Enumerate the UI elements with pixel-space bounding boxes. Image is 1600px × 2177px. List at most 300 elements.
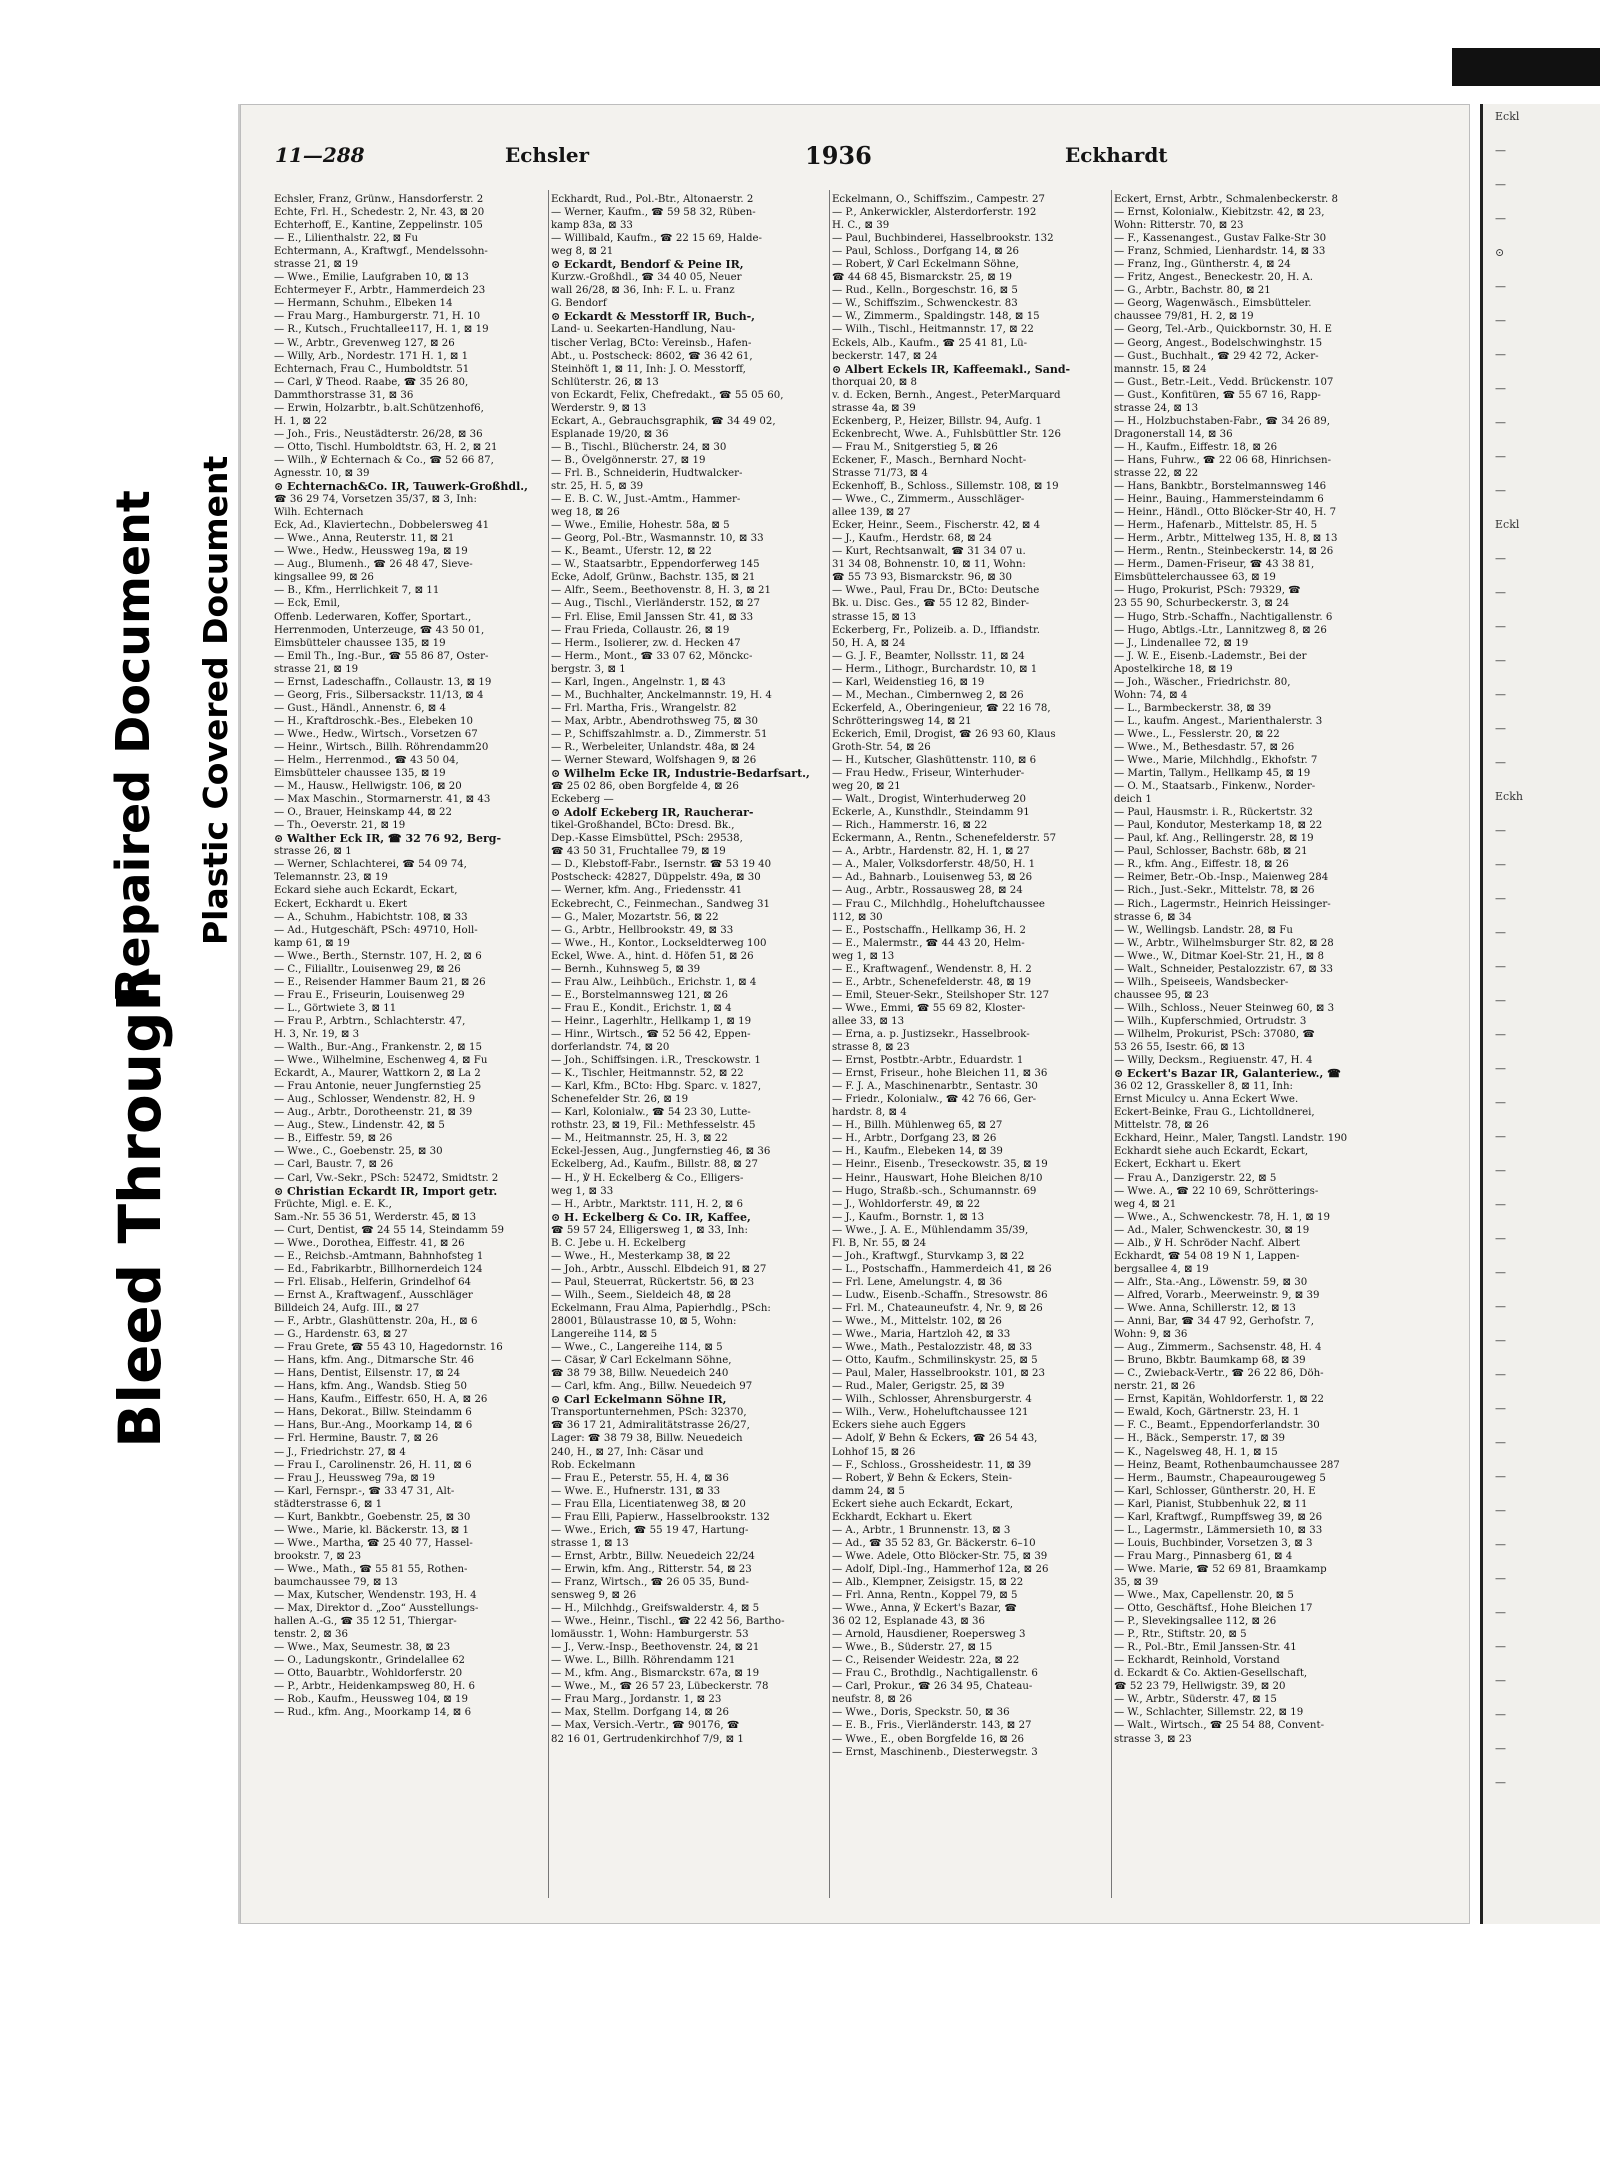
directory-entry-line: — Wwe., Anna, ℣ Eckert's Bazar, ☎	[832, 1603, 1018, 1615]
label-bleed-through: Bleed Through	[106, 970, 174, 1448]
directory-entry-line: — Wilh., Seem., Sieldeich 48, ⊠ 28	[551, 1289, 731, 1301]
directory-entry-line: — Karl, Kolonialw., ☎ 54 23 30, Lutte-	[551, 1107, 751, 1119]
directory-entry-line: — Max, Kutscher, Wendenstr. 193, H. 4	[274, 1590, 477, 1602]
directory-entry-line: tikel-Großhandel, BCto: Dresd. Bk.,	[551, 820, 735, 832]
directory-entry-line: — J., Verw.-Insp., Beethovenstr. 24, ⊠ 21	[551, 1642, 760, 1654]
directory-entry-line: — K., Beamt., Uferstr. 12, ⊠ 22	[551, 546, 712, 558]
directory-entry-line: — Herm., Damen-Friseur, ☎ 43 38 81,	[1114, 559, 1315, 571]
directory-entry-line: Mittelstr. 78, ⊠ 26	[1114, 1120, 1209, 1132]
directory-entry-line: — Karl, Fernspr.-, ☎ 33 47 31, Alt-	[274, 1485, 455, 1497]
directory-entry-line: — F. C., Beamt., Eppendorferlandstr. 30	[1114, 1420, 1320, 1432]
directory-entry-line: — Carl, ℣ Theod. Raabe, ☎ 35 26 80,	[274, 376, 469, 388]
directory-entry-line: — Willibald, Kaufm., ☎ 22 15 69, Halde-	[551, 233, 762, 245]
directory-entry-line: Eckhardt siehe auch Eckardt, Eckart,	[1114, 1146, 1309, 1158]
directory-entry-line: Eckard siehe auch Eckardt, Eckart,	[274, 885, 458, 897]
directory-entry-line: — Alfred, Vorarb., Meerweinstr. 9, ⊠ 39	[1114, 1289, 1320, 1301]
directory-entry-line: ⊙ Wilhelm Ecke IR, Industrie-Bedarfsart.,	[551, 767, 810, 781]
directory-entry-line: allee 139, ⊠ 27	[832, 507, 911, 519]
directory-entry-line: — Wwe., C., Zimmerm., Ausschläger-	[832, 494, 1025, 506]
directory-entry-line: — Werner, kfm. Ang., Friedensstr. 41	[551, 885, 743, 897]
directory-entry-line: — C., Filialltr., Louisenweg 29, ⊠ 26	[274, 963, 461, 975]
directory-entry-line: — Ludw., Eisenb.-Schaffn., Stresowstr. 86	[832, 1289, 1048, 1301]
directory-entry-line: — Frau Ella, Licentiatenweg 38, ⊠ 20	[551, 1498, 746, 1510]
directory-entry-line: ☎ 36 17 21, Admiralitätstrasse 26/27,	[551, 1420, 750, 1432]
directory-entry-line: — B., Eiffestr. 59, ⊠ 26	[274, 1133, 393, 1145]
directory-entry-line: — Frau E., Peterstr. 55, H. 4, ⊠ 36	[551, 1472, 729, 1484]
directory-entry-line: — J., Wohldorferstr. 49, ⊠ 22	[832, 1198, 981, 1210]
column-rule	[548, 190, 549, 1898]
directory-entry-line: — E., Malermstr., ☎ 44 43 20, Helm-	[832, 937, 1025, 949]
directory-entry-line: Früchte, Migl. e. E. K.,	[274, 1198, 392, 1210]
directory-entry-line: kamp 83a, ⊠ 33	[551, 220, 633, 232]
directory-entry-line: Eckert-Beinke, Frau G., Lichtolldnerei,	[1114, 1107, 1315, 1119]
directory-entry-line: — Rich., Hammerstr. 16, ⊠ 22	[832, 820, 988, 832]
directory-entry-line: Kurzw.-Großhdl., ☎ 34 40 05, Neuer	[551, 272, 742, 284]
directory-entry-line: — Ewald, Koch, Gärtnerstr. 23, H. 1	[1114, 1407, 1300, 1419]
directory-entry-line: — Anni, Bar, ☎ 34 47 92, Gerhofstr. 7,	[1114, 1316, 1314, 1328]
directory-entry-line: — H., Milchhdg., Greifswalderstr. 4, ⊠ 5	[551, 1603, 760, 1615]
directory-entry-line: Echternach, Frau C., Humboldtstr. 51	[274, 363, 470, 375]
directory-entry-line: str. 25, H. 5, ⊠ 39	[551, 481, 644, 493]
directory-entry-line: 31 34 08, Bohnenstr. 10, ⊠ 11, Wohn:	[832, 559, 1026, 571]
scan-frame-top	[0, 0, 1600, 48]
directory-entry-line: — Ad., Maler, Schwenckestr. 30, ⊠ 19	[1114, 1224, 1310, 1236]
directory-entry-line: — Heinz, Beamt, Rothenbaumchaussee 287	[1114, 1459, 1340, 1471]
directory-entry-line: — Wwe., W., Ditmar Koel-Str. 21, H., ⊠ 8	[1114, 950, 1324, 962]
directory-entry-line: — Gust., Konfitüren, ☎ 55 67 16, Rapp-	[1114, 389, 1321, 401]
directory-entry-line: ☎ 59 57 24, Elligersweg 1, ⊠ 33, Inh:	[551, 1224, 748, 1236]
directory-entry-line: — J., Friedrichstr. 27, ⊠ 4	[274, 1446, 406, 1458]
adjacent-page-fragment: —	[1495, 1096, 1506, 1109]
directory-entry-line: — Max Maschin., Stormarnerstr. 41, ⊠ 43	[274, 794, 491, 806]
directory-entry-line: — Hans, Fuhrw., ☎ 22 06 68, Hinrichsen-	[1114, 454, 1332, 466]
directory-entry-line: Eckhard, Heinr., Maler, Tangstl. Landstr. 190	[1114, 1133, 1348, 1145]
directory-entry-line: Eckels, Alb., Kaufm., ☎ 25 41 81, Lü-	[832, 337, 1028, 349]
directory-entry-line: — Erwin, kfm. Ang., Ritterstr. 54, ⊠ 23	[551, 1563, 752, 1575]
directory-entry-line: 35, ⊠ 39	[1114, 1576, 1159, 1588]
adjacent-page-fragment: Eckh	[1495, 790, 1523, 803]
adjacent-page-fragment: —	[1495, 1572, 1506, 1585]
directory-entry-line: strasse 1, ⊠ 13	[551, 1537, 629, 1549]
adjacent-page-fragment: Eckl	[1495, 518, 1520, 531]
directory-entry-line: — Eck, Emil,	[274, 598, 341, 610]
page-number: 11—288	[275, 143, 365, 167]
directory-entry-line: Ecke, Adolf, Grünw., Bachstr. 135, ⊠ 21	[551, 572, 756, 584]
directory-entry-line: — Erna, a. p. Justizsekr., Hasselbrook-	[832, 1029, 1030, 1040]
directory-year: 1936	[805, 141, 872, 170]
directory-entry-line: ⊙ Carl Eckelmann Söhne IR,	[551, 1393, 727, 1407]
directory-entry-line: Eckardt, A., Maurer, Wattkorn 2, ⊠ La 2	[274, 1068, 481, 1080]
directory-entry-line: ⊙ Echternach&Co. IR, Tauwerk-Großhdl.,	[274, 480, 528, 494]
directory-entry-line: — Frau P., Arbtrn., Schlachterstr. 47,	[274, 1015, 466, 1027]
directory-entry-line: dorferlandstr. 74, ⊠ 20	[551, 1042, 670, 1054]
directory-entry-line: — R., Kutsch., Fruchtallee117, H. 1, ⊠ 19	[274, 324, 489, 336]
directory-entry-line: — A., Maler, Volksdorferstr. 48/50, H. 1	[832, 859, 1036, 871]
directory-entry-line: — Joh., Wäscher., Friedrichstr. 80,	[1114, 676, 1291, 688]
adjacent-page-fragment: —	[1495, 552, 1506, 565]
directory-entry-line: tischer Verlag, BCto: Vereinsb., Hafen-	[551, 337, 752, 349]
directory-entry-line: — Herm., Baumstr., Chapeaurougeweg 5	[1114, 1472, 1326, 1484]
directory-entry-line: — Wwe., C., Goebenstr. 25, ⊠ 30	[274, 1146, 443, 1158]
directory-entry-line: — Gust., Betr.-Leit., Vedd. Brückenstr. 107	[1114, 376, 1334, 388]
directory-entry-line: — M., kfm. Ang., Bismarckstr. 67a, ⊠ 19	[551, 1668, 760, 1680]
directory-entry-line: — O., Brauer, Heinskamp 44, ⊠ 22	[274, 807, 452, 819]
directory-entry-line: weg 8, ⊠ 21	[551, 246, 614, 258]
adjacent-page-fragment: —	[1495, 1504, 1506, 1517]
directory-entry-line: — Heinr., Wirtsch., Billh. Röhrendamm20	[274, 741, 489, 753]
directory-entry-line: 53 26 55, Isestr. 66, ⊠ 13	[1114, 1042, 1245, 1054]
adjacent-page-fragment: —	[1495, 620, 1506, 633]
directory-entry-line: Transportunternehmen, PSch: 32370,	[551, 1407, 747, 1419]
directory-entry-line: baumchaussee 79, ⊠ 13	[274, 1576, 398, 1588]
directory-entry-line: v. d. Ecken, Bernh., Angest., PeterMarquard	[832, 389, 1061, 401]
directory-entry-line: — H., Bäck., Semperstr. 17, ⊠ 39	[1114, 1433, 1285, 1445]
directory-entry-line: — Wilh., Kupferschmied, Ortrudstr. 3	[1114, 1015, 1307, 1027]
directory-entry-line: G. Bendorf	[551, 298, 607, 310]
directory-entry-line: — Frau Marg., Hamburgerstr. 71, H. 10	[274, 311, 481, 323]
directory-entry-line: bergstr. 3, ⊠ 1	[551, 663, 626, 675]
directory-entry-line: — Aug., Zimmerm., Sachsenstr. 48, H. 4	[1114, 1342, 1322, 1354]
directory-entry-line: deich 1	[1114, 794, 1152, 806]
directory-entry-line: — W., Zimmerm., Spaldingstr. 148, ⊠ 15	[832, 311, 1040, 323]
directory-entry-line: Bk. u. Disc. Ges., ☎ 55 12 82, Binder-	[832, 598, 1030, 610]
directory-entry-line: — Wwe., Doris, Speckstr. 50, ⊠ 36	[832, 1707, 1010, 1719]
directory-entry-line: weg 18, ⊠ 26	[551, 507, 620, 519]
directory-entry-line: — Herm., Lithogr., Burchardstr. 10, ⊠ 1	[832, 663, 1038, 675]
directory-entry-line: — Heinr., Hauswart, Hohe Bleichen 8/10	[832, 1172, 1043, 1184]
directory-entry-line: — Max, Direktor d. „Zoo“ Ausstellungs-	[274, 1603, 479, 1615]
directory-entry-line: — Ernst, Arbtr., Billw. Neuedeich 22/24	[551, 1550, 755, 1562]
directory-entry-line: — Frau A., Danzigerstr. 22, ⊠ 5	[1114, 1172, 1277, 1184]
directory-entry-line: Wohn: 9, ⊠ 36	[1114, 1329, 1188, 1341]
directory-entry-line: — Frau Marg., Jordanstr. 1, ⊠ 23	[551, 1694, 722, 1706]
directory-entry-line: — Wwe., Math., Pestalozzistr. 48, ⊠ 33	[832, 1342, 1033, 1354]
adjacent-page-fragment: —	[1495, 144, 1506, 157]
directory-entry-line: — J., Kaufm., Herdstr. 68, ⊠ 24	[832, 533, 992, 545]
directory-entry-line: — Paul, Kondutor, Mesterkamp 18, ⊠ 22	[1114, 820, 1323, 832]
directory-entry-line: — Heinr., Händl., Otto Blöcker-Str 40, H. 7	[1114, 507, 1337, 519]
directory-entry-line: — Bruno, Bkbtr. Baumkamp 68, ⊠ 39	[1114, 1355, 1306, 1367]
directory-entry-line: Wohn: Ritterstr. 70, ⊠ 23	[1114, 220, 1244, 232]
directory-entry-line: — Willy, Arb., Nordestr. 171 H. 1, ⊠ 1	[274, 350, 469, 362]
last-name-guide: Eckhardt	[1065, 143, 1168, 167]
directory-entry-line: — Paul, Buchbinderei, Hasselbrookstr. 132	[832, 233, 1054, 245]
directory-entry-line: Sam.-Nr. 55 36 51, Werderstr. 45, ⊠ 13	[274, 1211, 477, 1223]
directory-entry-line: — Wwe., M., ☎ 26 57 23, Lübeckerstr. 78	[551, 1681, 769, 1693]
adjacent-page-fragment: —	[1495, 688, 1506, 701]
directory-entry-line: 36 02 12, Grasskeller 8, ⊠ 11, Inh:	[1114, 1081, 1293, 1093]
directory-entry-line: — Max, Stellm. Dorfgang 14, ⊠ 26	[551, 1707, 729, 1719]
adjacent-page-fragment: —	[1495, 178, 1506, 191]
directory-entry-line: — Gust., Buchhalt., ☎ 29 42 72, Acker-	[1114, 350, 1319, 362]
directory-entry-line: ☎ 25 02 86, oben Borgfelde 4, ⊠ 26	[551, 781, 739, 793]
directory-entry-line: — E., Reisender Hammer Baum 21, ⊠ 26	[274, 976, 486, 988]
directory-entry-line: ⊙ Adolf Eckeberg IR, Raucherar-	[551, 806, 754, 820]
adjacent-page-fragment: —	[1495, 756, 1506, 769]
directory-entry-line: ⊙ Walther Eck IR, ☎ 32 76 92, Berg-	[274, 832, 502, 846]
directory-entry-line: 112, ⊠ 30	[832, 911, 883, 923]
directory-entry-line: — Louis, Buchbinder, Vorsetzen 3, ⊠ 3	[1114, 1537, 1313, 1549]
directory-entry-line: — W., Schiffszim., Schwenckestr. 83	[832, 298, 1018, 310]
directory-entry-line: — Aug., Arbtr., Dorotheenstr. 21, ⊠ 39	[274, 1107, 473, 1119]
directory-entry-line: — Wilh., Schloss., Neuer Steinweg 60, ⊠ 3	[1114, 1002, 1335, 1014]
directory-entry-line: Ecker, Heinr., Seem., Fischerstr. 42, ⊠ 4	[832, 520, 1041, 532]
directory-entry-line: — Frau Alw., Leihbüch., Erichstr. 1, ⊠ 4	[551, 976, 757, 988]
directory-entry-line: — Rud., kfm. Ang., Moorkamp 14, ⊠ 6	[274, 1707, 472, 1719]
directory-entry-line: hallen A.-G., ☎ 35 12 51, Thiergar-	[274, 1616, 457, 1628]
directory-entry-line: — L., Postschaffn., Hammerdeich 41, ⊠ 26	[832, 1263, 1052, 1275]
directory-entry-line: — Frau E., Friseurin, Louisenweg 29	[274, 989, 465, 1001]
directory-entry-line: 28001, Bülaustrasse 10, ⊠ 5, Wohn:	[551, 1316, 737, 1328]
directory-entry-line: — Franz, Wirtsch., ☎ 26 05 35, Bund-	[551, 1576, 749, 1588]
directory-entry-line: — C., Zwieback-Vertr., ☎ 26 22 86, Döh-	[1114, 1368, 1324, 1380]
directory-entry-line: — Rob., Kaufm., Heussweg 104, ⊠ 19	[274, 1694, 468, 1706]
directory-entry-line: — Wilh., Speiseeis, Wandsbecker-	[1114, 976, 1289, 988]
adjacent-page-fragment: —	[1495, 212, 1506, 225]
directory-entry-line: — Gust., Händl., Annenstr. 6, ⊠ 4	[274, 702, 447, 714]
directory-entry-line: — L., kaufm. Angest., Marienthalerstr. 3	[1114, 715, 1323, 727]
directory-entry-line: ☎ 55 73 93, Bismarckstr. 96, ⊠ 30	[832, 572, 1012, 584]
directory-entry-line: bergsallee 4, ⊠ 19	[1114, 1263, 1209, 1275]
directory-entry-line: — Heinr., Lagerhltr., Hellkamp 1, ⊠ 19	[551, 1015, 752, 1027]
directory-entry-line: — Wwe., M., Bethesdastr. 57, ⊠ 26	[1114, 741, 1295, 753]
directory-entry-line: — Frl. M., Chateauneufstr. 4, Nr. 9, ⊠ 26	[832, 1302, 1043, 1314]
page-header	[275, 143, 1175, 173]
directory-entry-line: — Wwe., Hedw., Heussweg 19a, ⊠ 19	[274, 546, 468, 558]
directory-entry-line: — Rud., Kelln., Borgeschstr. 16, ⊠ 5	[832, 285, 1018, 297]
directory-entry-line: Werderstr. 9, ⊠ 13	[551, 402, 647, 414]
directory-entry-line: — Adolf, ℣ Behn & Eckers, ☎ 26 54 43,	[832, 1433, 1038, 1445]
directory-entry-line: lomäusstr. 1, Wohn: Hamburgerstr. 53	[551, 1629, 749, 1641]
directory-entry-line: Lohhof 15, ⊠ 26	[832, 1446, 916, 1458]
directory-entry-line: — Joh., Kraftwgf., Sturvkamp 3, ⊠ 22	[832, 1250, 1025, 1262]
directory-entry-line: — Frau Marg., Pinnasberg 61, ⊠ 4	[1114, 1550, 1293, 1562]
directory-entry-line: Echtermeyer F., Arbtr., Hammerdeich 23	[274, 285, 486, 297]
adjacent-page-fragment: —	[1495, 858, 1506, 871]
directory-entry-line: Echte, Frl. H., Schedestr. 2, Nr. 43, ⊠ 20	[274, 207, 485, 219]
directory-entry-line: — Hans, Kaufm., Eiffestr. 650, H. A, ⊠ 26	[274, 1394, 488, 1406]
adjacent-page-fragment: —	[1495, 1538, 1506, 1551]
adjacent-page-fragment: —	[1495, 314, 1506, 327]
directory-entry-line: — Joh., Schiffsingen. i.R., Tresckowstr. 1	[551, 1055, 761, 1067]
directory-entry-line: — Max, Versich.-Vertr., ☎ 90176, ☎	[551, 1720, 740, 1732]
directory-entry-line: Eckeberg —	[551, 794, 614, 806]
directory-entry-line: rothstr. 23, ⊠ 19, Fil.: Methfesselstr. 45	[551, 1120, 756, 1132]
directory-entry-line: Eckenbrecht, Wwe. A., Fuhlsbüttler Str. 126	[832, 428, 1062, 440]
directory-entry-line: Langereihe 114, ⊠ 5	[551, 1329, 658, 1341]
directory-entry-line: Echtermann, A., Kraftwgf., Mendelssohn-	[274, 246, 488, 258]
directory-entry-line: — Frau Hedw., Friseur, Winterhuder-	[832, 768, 1025, 780]
directory-entry-line: H. C., ⊠ 39	[832, 220, 890, 232]
directory-entry-line: Eckhardt, ☎ 54 08 19 N 1, Lappen-	[1114, 1250, 1300, 1262]
directory-entry-line: ☎ 43 50 31, Fruchtallee 79, ⊠ 19	[551, 846, 726, 858]
directory-entry-line: brookstr. 7, ⊠ 23	[274, 1550, 362, 1562]
directory-entry-line: ☎ 38 79 38, Billw. Neuedeich 240	[551, 1368, 729, 1380]
directory-entry-line: Eckelmann, O., Schiffszim., Campestr. 27	[832, 194, 1045, 205]
directory-entry-line: ☎ 52 23 79, Hellwigstr. 39, ⊠ 20	[1114, 1681, 1286, 1693]
directory-entry-line: Groth-Str. 54, ⊠ 26	[832, 741, 931, 753]
directory-entry-line: — E., Borstelmannsweg 121, ⊠ 26	[551, 989, 728, 1001]
directory-entry-line: — Wwe., Erich, ☎ 55 19 47, Hartung-	[551, 1524, 749, 1536]
directory-entry-line: — R., kfm. Ang., Eiffestr. 18, ⊠ 26	[1114, 859, 1289, 871]
directory-entry-line: — Fritz, Angest., Beneckestr. 20, H. A.	[1114, 272, 1314, 284]
directory-entry-line: — Wwe., Dorothea, Eiffestr. 41, ⊠ 26	[274, 1237, 465, 1249]
directory-entry-line: — Frau I., Carolinenstr. 26, H. 11, ⊠ 6	[274, 1459, 472, 1471]
directory-entry-line: — Emil, Steuer-Sekr., Steilshoper Str. 127	[832, 989, 1050, 1001]
directory-entry-line: — Paul, Schlosser, Bachstr. 68b, ⊠ 21	[1114, 846, 1308, 858]
directory-entry-line: — A., Arbtr., Hardenstr. 82, H. 1, ⊠ 27	[832, 846, 1030, 858]
directory-entry-line: Eckert siehe auch Eckardt, Eckart,	[832, 1498, 1013, 1510]
directory-entry-line: Schlüterstr. 26, ⊠ 13	[551, 376, 659, 388]
adjacent-page-fragment: —	[1495, 1606, 1506, 1619]
directory-entry-line: — A., Schuhm., Habichtstr. 108, ⊠ 33	[274, 911, 468, 923]
directory-entry-line: — Frau E., Kondit., Erichstr. 1, ⊠ 4	[551, 1002, 732, 1014]
directory-entry-line: — Hans, kfm. Ang., Wandsb. Stieg 50	[274, 1381, 467, 1393]
directory-entry-line: Eckel-Jessen, Aug., Jungfernstieg 46, ⊠ 36	[551, 1146, 771, 1158]
directory-entry-line: H. 1, ⊠ 22	[274, 415, 328, 427]
directory-column-3	[832, 193, 1109, 1901]
directory-entry-line: — O., Ladungskontr., Grindelallee 62	[274, 1655, 466, 1667]
directory-entry-line: — Werner, Kaufm., ☎ 59 58 32, Rüben-	[551, 207, 756, 219]
directory-entry-line: — Frl. Hermine, Baustr. 7, ⊠ 26	[274, 1433, 439, 1445]
directory-entry-line: — Wwe. E., Hufnerstr. 131, ⊠ 33	[551, 1485, 721, 1497]
directory-entry-line: mannstr. 15, ⊠ 24	[1114, 363, 1207, 375]
adjacent-page-fragment: —	[1495, 280, 1506, 293]
directory-entry-line: Eckenberg, P., Heizer, Billstr. 94, Aufg. 1	[832, 415, 1043, 427]
directory-entry-line: thorquai 20, ⊠ 8	[832, 376, 918, 388]
directory-entry-line: — Frau C., Brothdlg., Nachtigallenstr. 6	[832, 1668, 1038, 1680]
directory-entry-line: — H., Kraftdroschk.-Bes., Elebeken 10	[274, 715, 474, 727]
directory-entry-line: — Reimer, Betr.-Ob.-Insp., Maienweg 284	[1114, 872, 1329, 884]
directory-entry-line: — Frau Frieda, Collaustr. 26, ⊠ 19	[551, 624, 730, 636]
directory-entry-line: — Herm., Isolierer, zw. d. Hecken 47	[551, 637, 741, 649]
directory-entry-line: — J., Kaufm., Bornstr. 1, ⊠ 13	[832, 1211, 985, 1223]
directory-entry-line: beckerstr. 147, ⊠ 24	[832, 350, 938, 362]
directory-entry-line: — Alb., Klempner, Zeisigstr. 15, ⊠ 22	[832, 1576, 1024, 1588]
directory-entry-line: — E., Postschaffn., Hellkamp 36, H. 2	[832, 924, 1026, 936]
directory-entry-line: — Ernst, Kapitän, Wohldorferstr. 1, ⊠ 22	[1114, 1394, 1324, 1406]
directory-entry-line: — Hugo, Abtlgs.-Ltr., Lannitzweg 8, ⊠ 26	[1114, 624, 1327, 636]
first-name-guide: Echsler	[505, 143, 590, 167]
directory-entry-line: 23 55 90, Schurbeckerstr. 3, ⊠ 24	[1114, 598, 1290, 610]
directory-entry-line: — Georg, Pol.-Btr., Wasmannstr. 10, ⊠ 33	[551, 533, 764, 545]
directory-entry-line: — E., Kraftwagenf., Wendenstr. 8, H. 2	[832, 963, 1032, 975]
directory-entry-line: Eimsbütteler chaussee 135, ⊠ 19	[274, 768, 446, 780]
directory-entry-line: — L., Görtwiete 3, ⊠ 11	[274, 1002, 397, 1014]
directory-entry-line: Schrötteringsweg 14, ⊠ 21	[832, 715, 972, 727]
directory-entry-line: — A., Arbtr., 1 Brunnenstr. 13, ⊠ 3	[832, 1524, 1011, 1536]
directory-entry-line: kingsallee 99, ⊠ 26	[274, 572, 374, 584]
adjacent-page-fragment: Eckl	[1495, 110, 1520, 123]
directory-entry-line: chaussee 95, ⊠ 23	[1114, 989, 1209, 1001]
directory-entry-line: wall 26/28, ⊠ 36, Inh: F. L. u. Franz	[551, 285, 735, 297]
directory-entry-line: — Martin, Tallym., Hellkamp 45, ⊠ 19	[1114, 768, 1311, 780]
directory-entry-line: — Wwe., L., Fesslerstr. 20, ⊠ 22	[1114, 728, 1280, 740]
directory-entry-line: — Carl, Vw.-Sekr., PSch: 52472, Smidtstr. 2	[274, 1172, 499, 1184]
column-rule	[1111, 190, 1112, 1898]
directory-entry-line: — Werner Steward, Wolfshagen 9, ⊠ 26	[551, 755, 757, 767]
directory-entry-line: ⊙ Eckardt & Messtorff IR, Buch-,	[551, 310, 755, 324]
adjacent-page-fragment: —	[1495, 824, 1506, 837]
directory-entry-line: — Wwe., Max, Capellenstr. 20, ⊠ 5	[1114, 1590, 1294, 1602]
directory-entry-line: — Wwe. A., ☎ 22 10 69, Schrötterings-	[1114, 1185, 1319, 1197]
directory-entry-line: — Arnold, Hausdiener, Roepersweg 3	[832, 1629, 1026, 1641]
adjacent-page-fragment: —	[1495, 960, 1506, 973]
directory-entry-line: Eckelberg, Ad., Kaufm., Billstr. 88, ⊠ 27	[551, 1159, 758, 1171]
directory-entry-line: Eckerich, Emil, Drogist, ☎ 26 93 60, Klaus	[832, 728, 1056, 740]
directory-entry-line: Dep.-Kasse Eimsbüttel, PSch: 29538,	[551, 833, 743, 845]
directory-entry-line: — Wwe., Heinr., Tischl., ☎ 22 42 56, Bartho-	[551, 1616, 785, 1628]
directory-entry-line: Eckebrecht, C., Feinmechan., Sandweg 31	[551, 898, 771, 910]
adjacent-page-fragment: —	[1495, 926, 1506, 939]
adjacent-page-fragment: —	[1495, 1062, 1506, 1075]
directory-entry-line: nerstr. 21, ⊠ 26	[1114, 1381, 1196, 1393]
directory-entry-line: städterstrasse 6, ⊠ 1	[274, 1498, 383, 1510]
directory-entry-line: — Hinr., Wirtsch., ☎ 52 56 42, Eppen-	[551, 1029, 751, 1040]
directory-column-1	[274, 193, 546, 1901]
directory-entry-line: — Frau Elli, Papierw., Hasselbrookstr. 132	[551, 1511, 770, 1523]
directory-entry-line: — Wwe., E., oben Borgfelde 16, ⊠ 26	[832, 1733, 1025, 1745]
directory-entry-line: — Walt., Drogist, Winterhuderweg 20	[832, 794, 1027, 806]
directory-entry-line: — L., Barmbeckerstr. 38, ⊠ 39	[1114, 702, 1272, 714]
directory-entry-line: — G., Hardenstr. 63, ⊠ 27	[274, 1329, 408, 1341]
directory-entry-line: strasse 21, ⊠ 19	[274, 259, 359, 271]
directory-column-4	[1114, 193, 1392, 1901]
directory-entry-line: — Heinr., Eisenb., Treseckowstr. 35, ⊠ 19	[832, 1159, 1048, 1171]
adjacent-page-fragment: —	[1495, 1436, 1506, 1449]
directory-entry-line: ⊙ Eckardt, Bendorf & Peine IR,	[551, 258, 744, 272]
directory-entry-line: — Wilh., ℣ Echternach & Co., ☎ 52 66 87,	[274, 454, 494, 466]
adjacent-page-fragment: —	[1495, 1266, 1506, 1279]
directory-entry-line: — Frl. Lene, Amelungstr. 4, ⊠ 36	[832, 1276, 1003, 1288]
directory-entry-line: 240, H., ⊠ 27, Inh: Cäsar und	[551, 1446, 704, 1458]
directory-entry-line: — Otto, Geschäftsf., Hohe Bleichen 17	[1114, 1603, 1313, 1615]
directory-entry-line: d. Eckardt & Co. Aktien-Gesellschaft,	[1114, 1668, 1308, 1680]
directory-entry-line: — Wwe., H., Kontor., Lockseldterweg 100	[551, 937, 767, 949]
directory-entry-line: — W., Wellingsb. Landstr. 28, ⊠ Fu	[1114, 924, 1293, 936]
adjacent-page-fragment: —	[1495, 1402, 1506, 1415]
directory-entry-line: — K., Tischler, Heitmannstr. 52, ⊠ 22	[551, 1068, 744, 1080]
directory-entry-line: — Frl. Anna, Rentn., Koppel 79, ⊠ 5	[832, 1590, 1018, 1602]
directory-entry-line: Postscheck: 42827, Düppelstr. 49a, ⊠ 30	[551, 872, 761, 884]
directory-entry-line: — Wwe., Paul, Frau Dr., BCto: Deutsche	[832, 585, 1040, 597]
directory-entry-line: Eckel, Wwe. A., hint. d. Höfen 51, ⊠ 26	[551, 950, 754, 962]
directory-entry-line: — Kurt, Bankbtr., Goebenstr. 25, ⊠ 30	[274, 1511, 471, 1523]
directory-entry-line: strasse 22, ⊠ 22	[1114, 467, 1199, 479]
adjacent-page-fragment: —	[1495, 1470, 1506, 1483]
directory-entry-line: Eckermann, A., Rentn., Schenefelderstr. 57	[832, 833, 1057, 845]
directory-entry-line: chaussee 79/81, H. 2, ⊠ 19	[1114, 311, 1254, 323]
adjacent-page-fragment: —	[1495, 722, 1506, 735]
adjacent-page-fragment: —	[1495, 1334, 1506, 1347]
directory-entry-line: — E. B., Fris., Vierländerstr. 143, ⊠ 27	[832, 1720, 1032, 1732]
directory-entry-line: — Wwe., B., Süderstr. 27, ⊠ 15	[832, 1642, 993, 1654]
directory-entry-line: — H., Arbtr., Dorfgang 23, ⊠ 26	[832, 1133, 997, 1145]
directory-entry-line: — P., Arbtr., Heidenkampsweg 80, H. 6	[274, 1681, 475, 1693]
directory-entry-line: — Aug., Arbtr., Rossausweg 28, ⊠ 24	[832, 885, 1023, 897]
directory-entry-line: Dammthorstrasse 31, ⊠ 36	[274, 389, 414, 401]
directory-entry-line: — W., Staatsarbtr., Eppendorferweg 145	[551, 559, 760, 571]
directory-entry-line: — D., Klebstoff-Fabr., Isernstr. ☎ 53 19 40	[551, 859, 772, 871]
directory-entry-line: — Joh., Arbtr., Ausschl. Elbdeich 91, ⊠ 27	[551, 1263, 767, 1275]
directory-entry-line: — P., Schiffszahlmstr. a. D., Zimmerstr. 51	[551, 728, 768, 740]
adjacent-page-fragment: —	[1495, 1028, 1506, 1041]
adjacent-page-fragment: —	[1495, 892, 1506, 905]
directory-entry-line: — Aug., Stew., Lindenstr. 42, ⊠ 5	[274, 1120, 445, 1132]
adjacent-page-fragment: —	[1495, 348, 1506, 361]
adjacent-page-fragment: ⊙	[1495, 246, 1505, 259]
directory-entry-line: — Hans, Bankbtr., Borstelmannsweg 146	[1114, 481, 1327, 493]
